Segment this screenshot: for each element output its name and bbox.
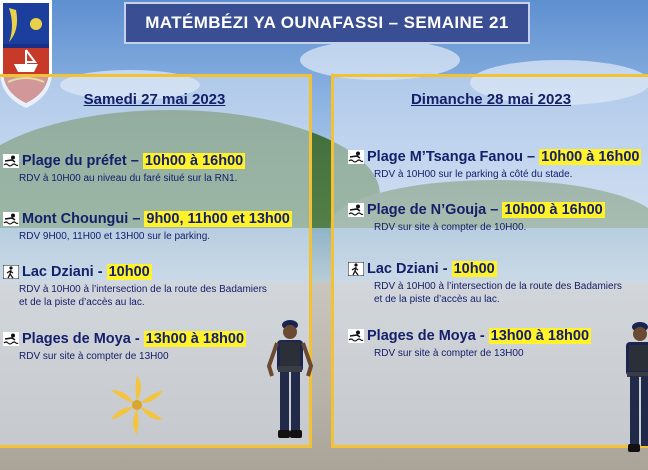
swimmer-icon — [3, 332, 19, 346]
event-meeting-info: RDV sur site à compter de 13H00 — [19, 351, 169, 362]
event-time: 13h00 à 18h00 — [490, 328, 590, 344]
event-item — [0, 331, 309, 363]
event-item — [334, 202, 648, 234]
event-location: Lac Dziani - — [22, 264, 103, 280]
event-location: Plages de Moya - — [22, 331, 140, 347]
flower-icon — [104, 372, 170, 438]
event-meeting-info: et de la piste d’accès au lac. — [374, 294, 500, 305]
event-meeting-info: et de la piste d’accès au lac. — [19, 297, 145, 308]
event-meeting-info: RDV à 10H00 au niveau du faré situé sur la RN1. — [19, 173, 238, 184]
event-time: 10h00 à 16h00 — [504, 202, 603, 218]
swimmer-icon — [348, 150, 364, 164]
sunday-panel — [331, 74, 648, 448]
event-location: Plages de Moya - — [367, 328, 485, 344]
event-time: 13h00 à 18h00 — [145, 331, 245, 347]
event-meeting-info: RDV 9H00, 11H00 et 13H00 sur le parking. — [19, 231, 211, 242]
event-item — [334, 149, 648, 181]
event-item — [334, 328, 648, 360]
event-item — [334, 261, 648, 306]
gendarme-figure — [620, 318, 648, 458]
event-meeting-info: RDV à 10H00 à l’intersection de la route des Badamiers — [19, 284, 267, 295]
event-location: Mont Choungui – — [22, 211, 141, 227]
event-item — [0, 211, 309, 243]
event-time: 10h00 — [108, 264, 150, 280]
event-time: 10h00 à 16h00 — [541, 149, 640, 165]
swimmer-icon — [348, 203, 364, 217]
event-location: Plage de N’Gouja – — [367, 202, 499, 218]
event-time: 9h00, 11h00 et 13h00 — [146, 211, 290, 227]
event-location: Plage du préfet – — [22, 153, 139, 169]
day-title: Dimanche 28 mai 2023 — [410, 91, 572, 108]
event-time: 10h00 à 16h00 — [144, 153, 244, 169]
swimmer-icon — [348, 329, 364, 343]
day-title: Samedi 27 mai 2023 — [83, 91, 226, 108]
swimmer-icon — [3, 212, 19, 226]
event-item — [0, 264, 309, 309]
event-item — [0, 153, 309, 185]
event-location: Plage M’Tsanga Fanou – — [367, 149, 536, 165]
event-location: Lac Dziani - — [367, 261, 448, 277]
event-meeting-info: RDV sur site à compter de 13H00 — [374, 348, 524, 359]
swimmer-icon — [3, 154, 19, 168]
event-meeting-info: RDV à 10H00 à l’intersection de la route des Badamiers — [374, 281, 622, 292]
hiker-icon — [3, 265, 19, 279]
event-meeting-info: RDV sur site à compter de 10H00. — [374, 222, 527, 233]
event-meeting-info: RDV à 10H00 sur le parking à côté du stade. — [374, 169, 573, 180]
event-time: 10h00 — [453, 261, 495, 277]
page-title: MATÉMBÉZI YA OUNAFASSI – SEMAINE 21 — [124, 2, 530, 44]
gendarme-figure — [266, 316, 314, 446]
hiker-icon — [348, 262, 364, 276]
